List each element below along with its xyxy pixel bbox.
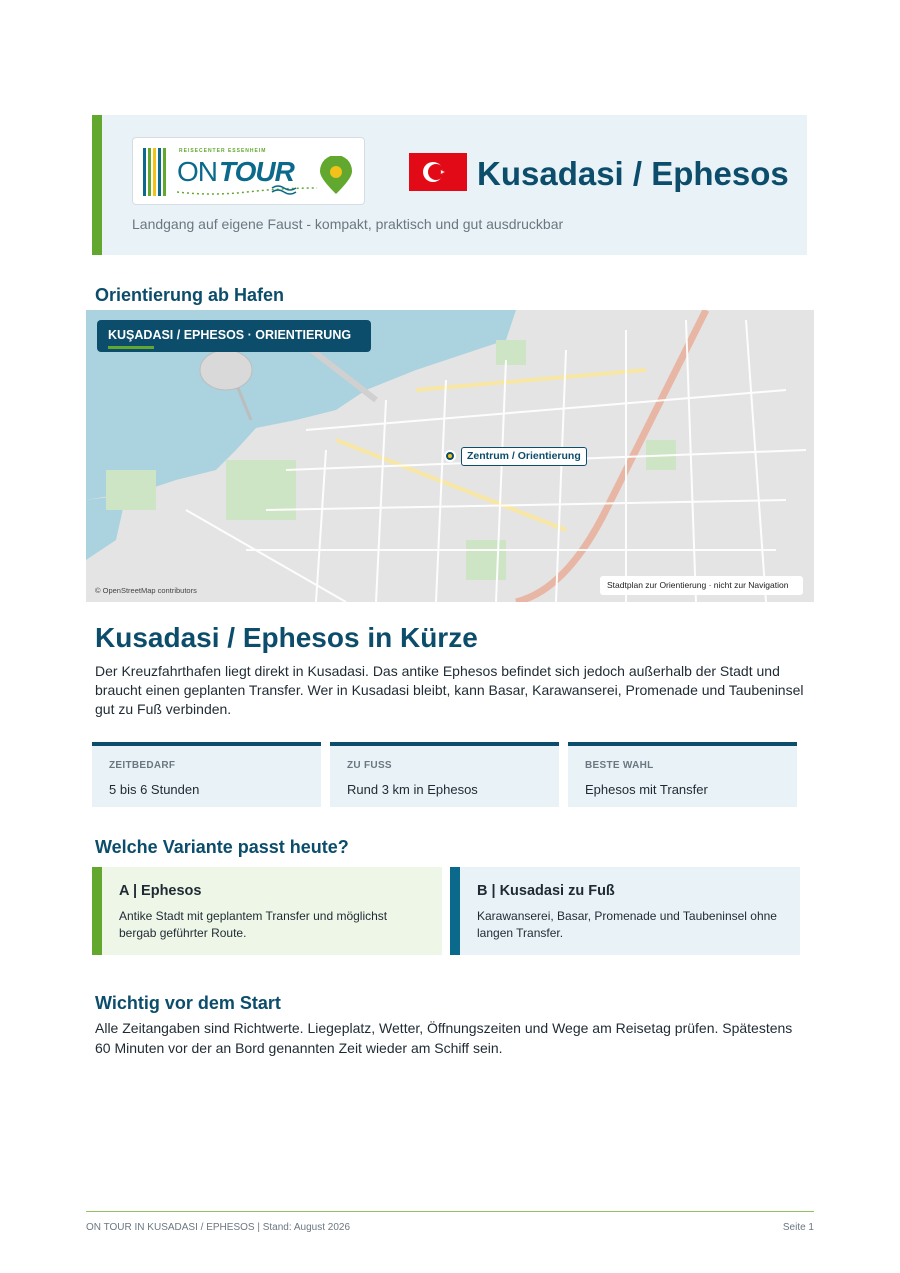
logo-stripes-icon (143, 148, 169, 196)
page-subtitle: Landgang auf eigene Faust - kompakt, praktisch und gut ausdruckbar (132, 216, 564, 232)
logo-on: ON (177, 156, 217, 187)
fact-value: 5 bis 6 Stunden (109, 782, 200, 797)
variants-heading: Welche Variante passt heute? (95, 837, 349, 857)
logo-tour: TOUR (219, 156, 294, 187)
map-title-underline (108, 346, 154, 349)
on-tour-logo (132, 137, 365, 205)
summary-heading: Kusadasi / Ephesos in Kürze (95, 622, 478, 653)
map-center-marker-icon (444, 450, 456, 462)
important-text: Alle Zeitangaben sind Richtwerte. Liegeplatz, Wetter, Öffnungszeiten und Wege am Reisetag prüfen. Spätestens 60 Minuten vor der an Bord genannten Zeit wieder am Schiff sein. (95, 1020, 793, 1056)
fact-label: ZU FUSS (347, 760, 392, 771)
page-header (92, 115, 807, 255)
fact-card (330, 742, 559, 807)
fact-card (92, 742, 321, 807)
map-pin-label: Zentrum / Orientierung (461, 447, 587, 466)
important-heading: Wichtig vor dem Start (95, 993, 281, 1013)
orientation-heading: Orientierung ab Hafen (95, 285, 285, 305)
footer-divider (86, 1211, 814, 1212)
variant-card-b (450, 867, 800, 955)
map-note: Stadtplan zur Orientierung · nicht zur Navigation (600, 576, 803, 595)
fact-value: Rund 3 km in Ephesos (347, 782, 478, 797)
city-map (86, 310, 814, 602)
variant-title: A | Ephesos (119, 883, 202, 899)
map-title-label: KUŞADASI / EPHESOS · ORIENTIERUNG (108, 328, 352, 342)
logo-wave-icon (177, 182, 317, 198)
footer-text: ON TOUR IN KUSADASI / EPHESOS | Stand: August 2026 (86, 1222, 351, 1233)
variant-title: B | Kusadasi zu Fuß (477, 883, 615, 899)
page-number: Seite 1 (782, 1222, 814, 1233)
map-credit: © OpenStreetMap contributors (95, 586, 197, 595)
turkey-flag-icon (409, 153, 467, 191)
logo-kicker: REISECENTER ESSENHEIM (179, 148, 267, 154)
variant-card-a (92, 867, 442, 955)
summary-text: Der Kreuzfahrthafen liegt direkt in Kusadasi. Das antike Ephesos befindet sich jedoch außerhalb der Stadt und braucht einen geplanten Transfer. Wer in Kusadasi bleibt, kann Basar, Karawanserei, Promenade und Taubeninsel gut zu Fuß verbinden. (95, 663, 804, 717)
page-title: Kusadasi / Ephesos (477, 155, 789, 192)
map-title-badge (97, 320, 371, 352)
variant-text: Karawanserei, Basar, Promenade und Taubeninsel ohne langen Transfer. (477, 909, 777, 940)
fact-label: BESTE WAHL (585, 760, 654, 771)
fact-value: Ephesos mit Transfer (585, 782, 708, 797)
location-pin-icon (318, 156, 354, 196)
variant-text: Antike Stadt mit geplantem Transfer und möglichst bergab geführter Route. (119, 909, 388, 940)
fact-label: ZEITBEDARF (109, 760, 176, 771)
fact-card (568, 742, 797, 807)
